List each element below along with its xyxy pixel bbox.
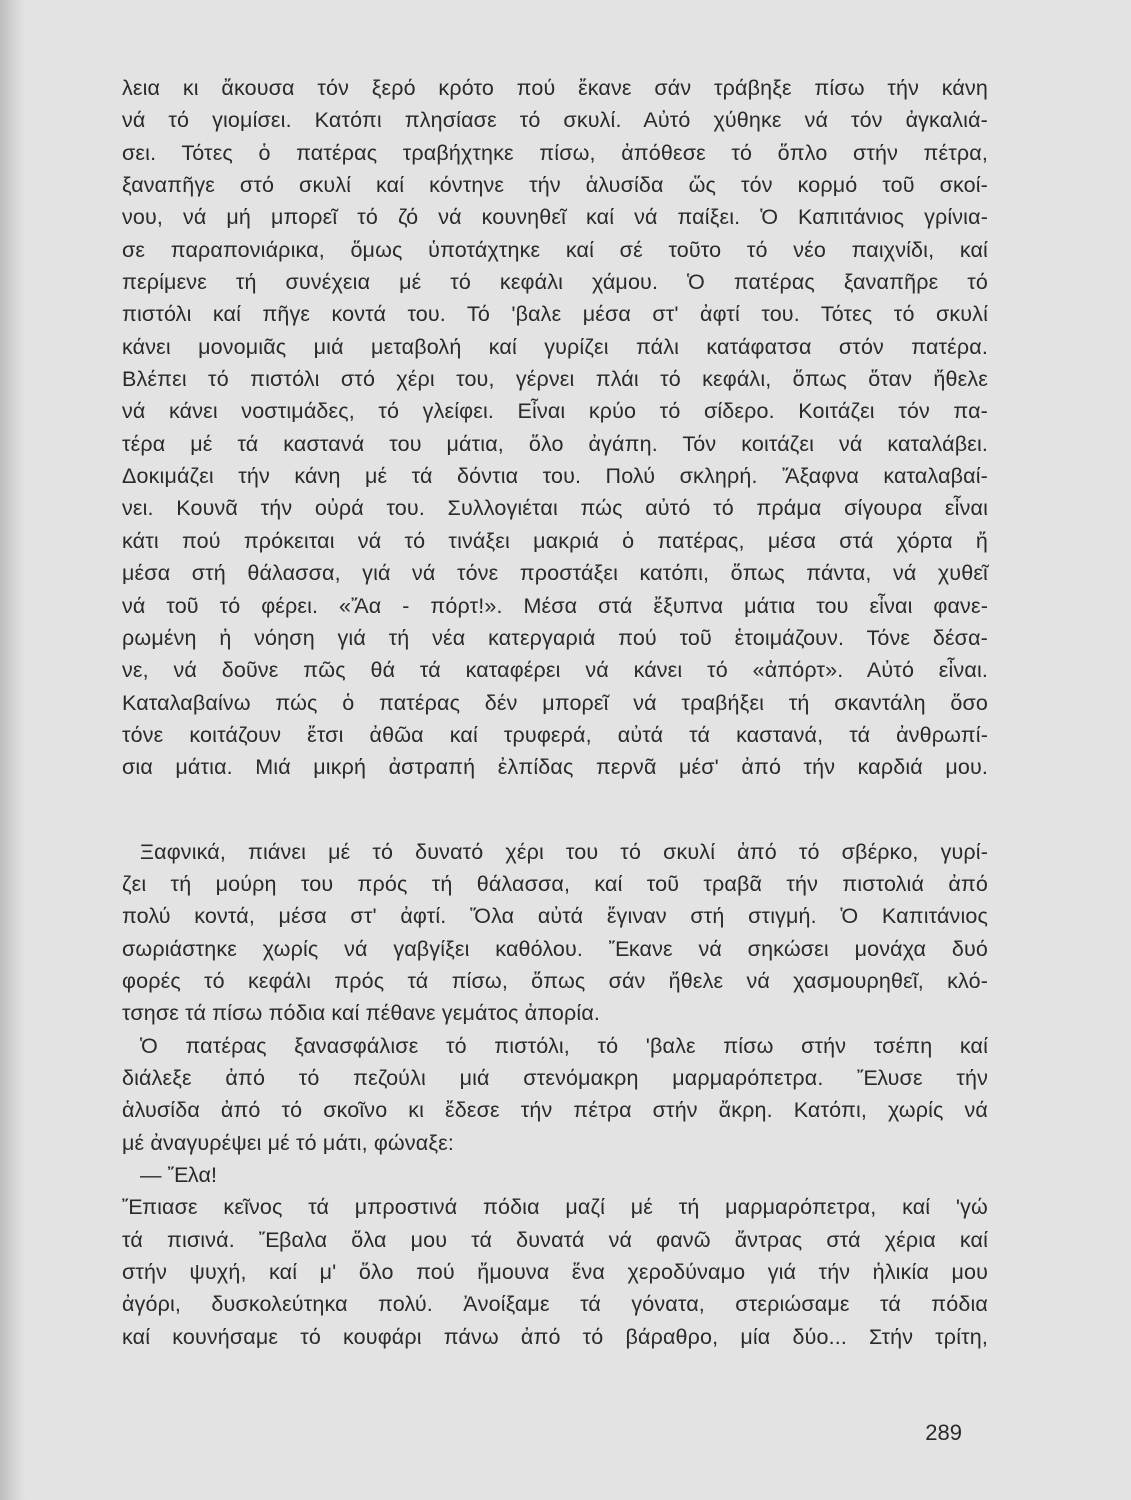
text-line: σε παραπονιάρικα, ὅμως ὑποτάχτηκε καί σέ τοῦτο τό νέο παιχνίδι, καί (122, 237, 988, 262)
text-line: κάτι πού πρόκειται νά τό τινάξει μακριά ὁ πατέρας, μέσα στά χόρτα ἤ (122, 528, 988, 553)
text-line: τσησε τά πίσω πόδια καί πέθανε γεμάτος ἀπορία. (122, 1001, 601, 1026)
text-line: Ὁ πατέρας ξανασφάλισε τό πιστόλι, τό 'βαλε πίσω στήν τσέπη καί (140, 1033, 988, 1058)
text-line: νά τοῦ τό φέρει. «Ἄα - πόρτ!». Μέσα στά ἔξυπνα μάτια του εἶναι φανε- (122, 593, 988, 618)
text-line: μέ ἀναγυρέψει μέ τό μάτι, φώναξε: (122, 1130, 454, 1155)
text-line: νου, νά μή μπορεῖ τό ζό νά κουνηθεῖ καί νά παίξει. Ὁ Καπιτάνιος γρίνια- (122, 205, 988, 230)
text-line: διάλεξε ἀπό τό πεζούλι μιά στενόμακρη μαρμαρόπετρα. Ἔλυσε τήν (122, 1065, 988, 1090)
text-line: μέσα στή θάλασσα, γιά νά τόνε προστάξει κατόπι, ὅπως πάντα, νά χυθεῖ (122, 561, 988, 586)
text-line: νει. Κουνᾶ τήν οὐρά του. Συλλογιέται πώς αὐτό τό πράμα σίγουρα εἶναι (122, 496, 988, 521)
text-line: ἁλυσίδα ἀπό τό σκοῖνο κι ἔδεσε τήν πέτρα στήν ἄκρη. Κατόπι, χωρίς νά (122, 1098, 988, 1123)
text-line: ζει τή μούρη του πρός τή θάλασσα, καί τοῦ τραβᾶ τήν πιστολιά ἀπό (122, 871, 988, 896)
text-line: σια μάτια. Μιά μικρή ἀστραπή ἐλπίδας περνᾶ μέσ' ἀπό τήν καρδιά μου. (122, 755, 988, 780)
text-line: Καταλαβαίνω πώς ὁ πατέρας δέν μπορεῖ νά τραβήξει τή σκαντάλη ὅσο (122, 690, 988, 715)
text-line: πολύ κοντά, μέσα στ' ἀφτί. Ὅλα αὐτά ἔγιναν στή στιγμή. Ὁ Καπιτάνιος (122, 904, 988, 929)
text-line: ρωμένη ἡ νόηση γιά τή νέα κατεργαριά πού τοῦ ἑτοιμάζουν. Τόνε δέσα- (122, 625, 988, 650)
dialogue-line: — Ἔλα! (140, 1163, 218, 1187)
text-line: Δοκιμάζει τήν κάνη μέ τά δόντια του. Πολύ σκληρή. Ἄξαφνα καταλαβαί- (122, 464, 988, 489)
text-line: τά πισινά. Ἔβαλα ὅλα μου τά δυνατά νά φανῶ ἄντρας στά χέρια καί (122, 1227, 988, 1252)
text-line: ξαναπῆγε στό σκυλί καί κόντηνε τήν ἁλυσίδα ὥς τόν κορμό τοῦ σκοί- (122, 173, 988, 198)
text-line: Ξαφνικά, πιάνει μέ τό δυνατό χέρι του τό σκυλί ἀπό τό σβέρκο, γυρί- (140, 839, 988, 864)
text-line: στήν ψυχή, καί μ' ὅλο πού ἤμουνα ἕνα χεροδύναμο γιά τήν ἡλικία μου (122, 1260, 988, 1285)
text-line: νά τό γιομίσει. Κατόπι πλησίασε τό σκυλί. Αὐτό χύθηκε νά τόν ἀγκαλιά- (122, 108, 988, 133)
text-line: σει. Τότες ὁ πατέρας τραβήχτηκε πίσω, ἀπόθεσε τό ὅπλο στήν πέτρα, (122, 140, 988, 165)
text-line: Ἔπιασε κεῖνος τά μπροστινά πόδια μαζί μέ τή μαρμαρόπετρα, καί 'γώ (122, 1195, 988, 1220)
page-number: 289 (925, 1420, 962, 1445)
section-break (122, 784, 988, 836)
text-line: τέρα μέ τά καστανά του μάτια, ὅλο ἀγάπη. Τόν κοιτάζει νά καταλάβει. (122, 431, 988, 456)
text-line: περίμενε τή συνέχεια μέ τό κεφάλι χάμου. Ὁ πατέρας ξαναπῆρε τό (122, 270, 988, 295)
text-line: τόνε κοιτάζουν ἔτσι ἀθῶα καί τρυφερά, αὐτά τά καστανά, τά ἀνθρωπί- (122, 722, 988, 747)
text-line: Βλέπει τό πιστόλι στό χέρι του, γέρνει πλάι τό κεφάλι, ὅπως ὅταν ἤθελε (122, 367, 988, 392)
body-text (122, 72, 988, 1353)
text-line: φορές τό κεφάλι πρός τά πίσω, ὅπως σάν ἤθελε νά χασμουρηθεῖ, κλό- (122, 968, 988, 993)
text-line: λεια κι ἄκουσα τόν ξερό κρότο πού ἔκανε σάν τράβηξε πίσω τήν κάνη (122, 76, 988, 100)
text-line: καί κουνήσαμε τό κουφάρι πάνω ἀπό τό βάραθρο, μία δύο... Στήν τρίτη, (122, 1324, 988, 1349)
text-line: σωριάστηκε χωρίς νά γαβγίξει καθόλου. Ἔκανε νά σηκώσει μονάχα δυό (122, 936, 988, 961)
text-line: κάνει μονομιᾶς μιά μεταβολή καί γυρίζει πάλι κατάφατσα στόν πατέρα. (122, 334, 988, 359)
text-line: πιστόλι καί πῆγε κοντά του. Τό 'βαλε μέσα στ' ἀφτί του. Τότες τό σκυλί (122, 302, 988, 327)
text-line: νά κάνει νοστιμάδες, τό γλείφει. Εἶναι κρύο τό σίδερο. Κοιτάζει τόν πα- (122, 399, 988, 424)
text-line: νε, νά δοῦνε πῶς θά τά καταφέρει νά κάνει τό «ἀπόρτ». Αὐτό εἶναι. (122, 658, 988, 683)
page-spine-shadow (0, 0, 26, 1500)
text-line: ἀγόρι, δυσκολεύτηκα πολύ. Ἀνοίξαμε τά γόνατα, στεριώσαμε τά πόδια (122, 1292, 988, 1317)
